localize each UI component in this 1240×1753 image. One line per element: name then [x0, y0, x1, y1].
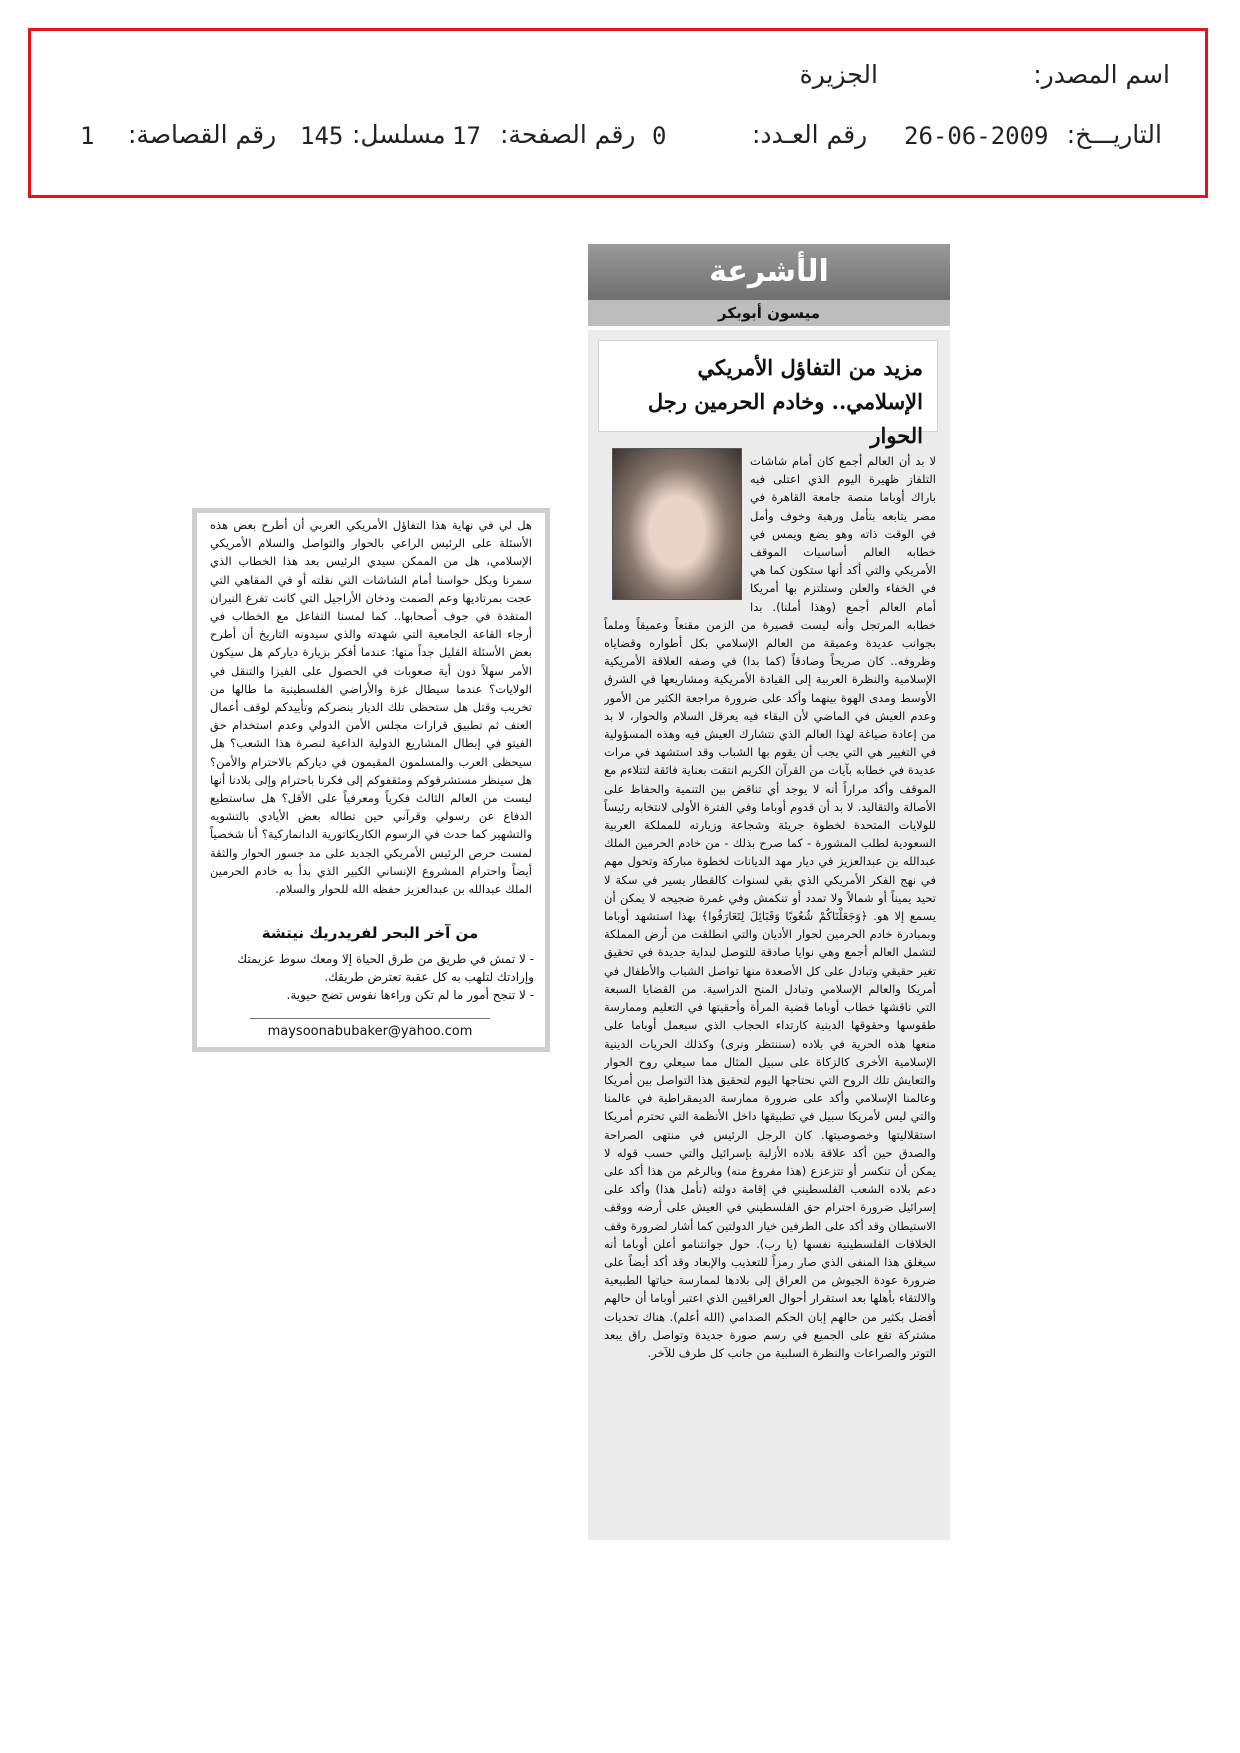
author-byline: ميسون أبوبكر: [588, 300, 950, 326]
page-value: 17: [452, 122, 481, 150]
article-body: [604, 452, 936, 1532]
clip-value: 1: [80, 122, 95, 150]
date-label: التاريـــخ:: [1066, 120, 1162, 149]
issue-label: رقم العـدد:: [752, 120, 868, 149]
side-quotes: [208, 950, 534, 1004]
column-masthead: الأشرعة: [588, 244, 950, 300]
side-quote-1: - لا تمش في طريق من طرق الحياة إلا ومعك سوط عزيمتك وإرادتك لتلهب به كل عقبة تعترض طريقك.: [237, 952, 534, 984]
article-body-text: لا بد أن العالم أجمع كان أمام شاشات التلفاز ظهيرة اليوم الذي اعتلى فيه باراك أوباما منصة جامعة القاهرة في مصر يتابعه بتأمل ورهبة وخوف وأمل في الوقت ذاته وهو يضع ويمس في خطابه العالم أساسيات الموقف الأمريكي والتي أكد أنها ستكون كما هي في الخفاء والعلن وستلتزم بها أمريكا أمام العالم أجمع (وهذا أملنا). بدا خطابه المرتجل وأنه ليست قصيرة من الزمن مقنعاً وعميقاً وملماً بجوانب عديدة وعميقة من العالم الإسلامي بكل أطواره وقضاياه وظروفه.. كان صريحاً وصادقاً (كما بدا) في وصفه العلاقة الأمريكية الإسلامية والنظرة العربية إلى القيادة الأمريكية ومشاريعها في الشرق الأوسط ومدى الهوة بينهما وأكد على ضرورة مراجعة الكثير من الأمور وعدم العيش في الماضي لأن البقاء فيه يعرقل السلام والحوار، لا بد من إعادة صياغة لهذا العالم الذي نتشارك العيش فيه وهذه المسؤولية في التغيير هي التي يجب أن يقوم بها الشباب وقد استشهد في مرات عديدة في خطابه بآيات من القرآن الكريم انتقت بعناية فائقة لتتلاءم مع الموقف وأكد مراراً أنه لا يوجد أي تناقض بين التنمية والحفاظ على الأصالة والتقاليد. لا بد أن قدوم أوباما وفي الفترة الأولى لانتخابه رئيساً للولايات المتحدة لخطوة جريئة وشجاعة وزيارته للمملكة العربية السعودية لطلب المشورة - كما صرح بذلك - من خادم الحرمين الملك عبدالله بن عبدالعزيز في ديار مهد الديانات لخطوة مباركة وتحول مهم في نهج الفكر الأمريكي الذي بقي لسنوات كالقطار يسير في سكة لا تحيد يميناً أو شمالاً ولا تمدد أو تنكمش وفي غمرة ضجيجه لا يمكن أن يسمع إلا هو. ﴿وَجَعَلْنَاكُمْ شُعُوبًا وَقَبَائِلَ لِتَعَارَفُوا﴾ بهذا استشهد أوباما وبمبادرة خادم الحرمين لحوار الأديان والتي انطلقت من أرض المملكة لتشمل العالم أجمع وهي نوايا صادقة للتوصل لبداية جديدة في تحقيق تغير حقيقي وتبادل على كل الأصعدة منها تواصل الشباب والأطفال في أمريكا والعالم الإسلامي وتبادل المنح الدراسية. من القضايا السبعة التي ناقشها خطاب أوباما قضية المرأة وأحقيتها في التعليم وممارسة طقوسها وحقوقها الدينية كارتداء الحجاب الذي سيعمل أوباما على منعها هذه الحرية في بلاده (سننتظر ونرى) وكذلك الحريات الدينية الإسلامية الأخرى كالزكاة على سبيل المثال مما سيعلي روح الحوار والتعايش تلك الروح التي نحتاجها اليوم لتحقيق هذا التواصل بين أمريكا وعالمنا الإسلامي وأكد على ضرورة ممارسة الديمقراطية في عالمنا والتي ليس لأمريكا سبيل في تطبيقها داخل الأنظمة التي تحترم أمريكا استقلاليتها وخصوصيتها. كان الرجل الرئيس في منتهى الصراحة والصدق حين أكد علاقة بلاده الأزلية بإسرائيل والتي حسب قوله لا يمكن أن تنكسر أو تتزعزع (هذا مفروغ منه) وبالرغم من هذا أكد على دعم بلاده الشعب الفلسطيني في إقامة دولته (نأمل هذا) وأكد على إسرائيل ضرورة احترام حق الفلسطيني في العيش على أرضه ووقف الاستيطان وقد أكد على الطرفين خيار الدولتين كما أشار لضرورة وقف الخلافات الفلسطينية نفسها (يا رب). حول جوانتنامو أعلن أوباما أنه سيغلق هذا المنفى الذي صار رمزاً للتعذيب والإبعاد وقد أكد أيضاً على ضرورة عودة الجيوش من العراق إلى بلادها لممارسة حياتها الطبيعية والالتقاء بأهلها بعد استقرار أحوال العراقيين الذي اعتبر أوباما أن حالهم أفضل بكثير من حالهم إبان الحكم الصدامي (الله أعلم). هناك تحديات مشتركة تقع على الجميع في رسم صورة جديدة وتواصل راق يبعد التوتر والصراعات والنظرة السلبية من جانب كل طرف للآخر.: [604, 454, 936, 1360]
author-email: maysoonabubaker@yahoo.com: [267, 1024, 473, 1039]
source-label: اسم المصدر:: [1033, 60, 1170, 89]
side-subtitle: من آخر البحر لفريدريك نيتشة: [261, 924, 479, 942]
date-value: 26-06-2009: [904, 122, 1049, 150]
serial-value: 145: [300, 122, 344, 150]
issue-value: 0: [652, 122, 667, 150]
side-article-body: هل لي في نهاية هذا التفاؤل الأمريكي العربي أن أطرح بعض هذه الأسئلة على الرئيس الراعي بالحوار والتواصل والسلام الأمريكي الإسلامي، هل من الممكن سيدي الرئيس بعد هذا الخطاب الذي سمرنا وبكل حواسنا أمام الشاشات التي نقلته أو في المقاهي التي عجت بمرتاديها وعم الصمت ودخان الأراجيل التي كانت تفرغ النيران المتقدة في جوف أصحابها.. كما لمسنا التفاعل مع الخطاب في أرجاء القاعة الجامعية التي شهدته والذي سيدونه التاريخ أن أطرح بعض الأسئلة القليل جداً منها: عندما أفكر بزيارة دياركم هل سيكون الأمر سهلاً دون أية صعوبات في الحصول على الفيزا والتنقل في الولايات؟ عندما سيطال غزة والأراضي الفلسطينية ما طالها من تخريب وقتل هل ستحظى تلك الديار بنصركم وتأييدكم لوقف أعمال العنف ثم تطبيق قرارات مجلس الأمن الدولي وعدم استخدام حق الفيتو في إبطال المشاريع الدولية الداعية لنصرة هذا الشعب؟ هل سيحظى العرب والمسلمون المقيمون في دياركم بالاحترام والأمن؟ هل سينظر مستشرقوكم ومثقفوكم إلى فكرنا باحترام وإلى بلادنا أنها ليست من العالم الثالث فكرياً ومعرفياً على الأقل؟ هل ساستطيع الدفاع عن رسولي وقرآني حين تطاله بعض الأيادي بالتشويه والتشهير كما حدث في الرسوم الكاريكاتورية الدانماركية؟ أنا شخصياً لمست حرص الرئيس الأمريكي الجديد على مد جسور الحوار والثقة أيضاً واحترام المشروع الإنساني الكبير الذي بدأ به خادم الحرمين الملك عبدالله بن عبدالعزيز حفظه الله للحوار والسلام.: [210, 518, 532, 897]
page-label: رقم الصفحة:: [500, 120, 636, 149]
side-quote-2: - لا تنجح أمور ما لم تكن وراءها نفوس تضج حيوية.: [286, 988, 534, 1002]
photo-float-spacer: [604, 452, 750, 612]
source-value: الجزيرة: [799, 60, 878, 89]
clipping-header: [28, 28, 1208, 198]
serial-label: مسلسل:: [352, 120, 446, 149]
clip-label: رقم القصاصة:: [128, 120, 277, 149]
article-headline: مزيد من التفاؤل الأمريكي الإسلامي.. وخادم الحرمين رجل الحوار: [598, 340, 938, 432]
side-divider: [250, 1018, 490, 1019]
